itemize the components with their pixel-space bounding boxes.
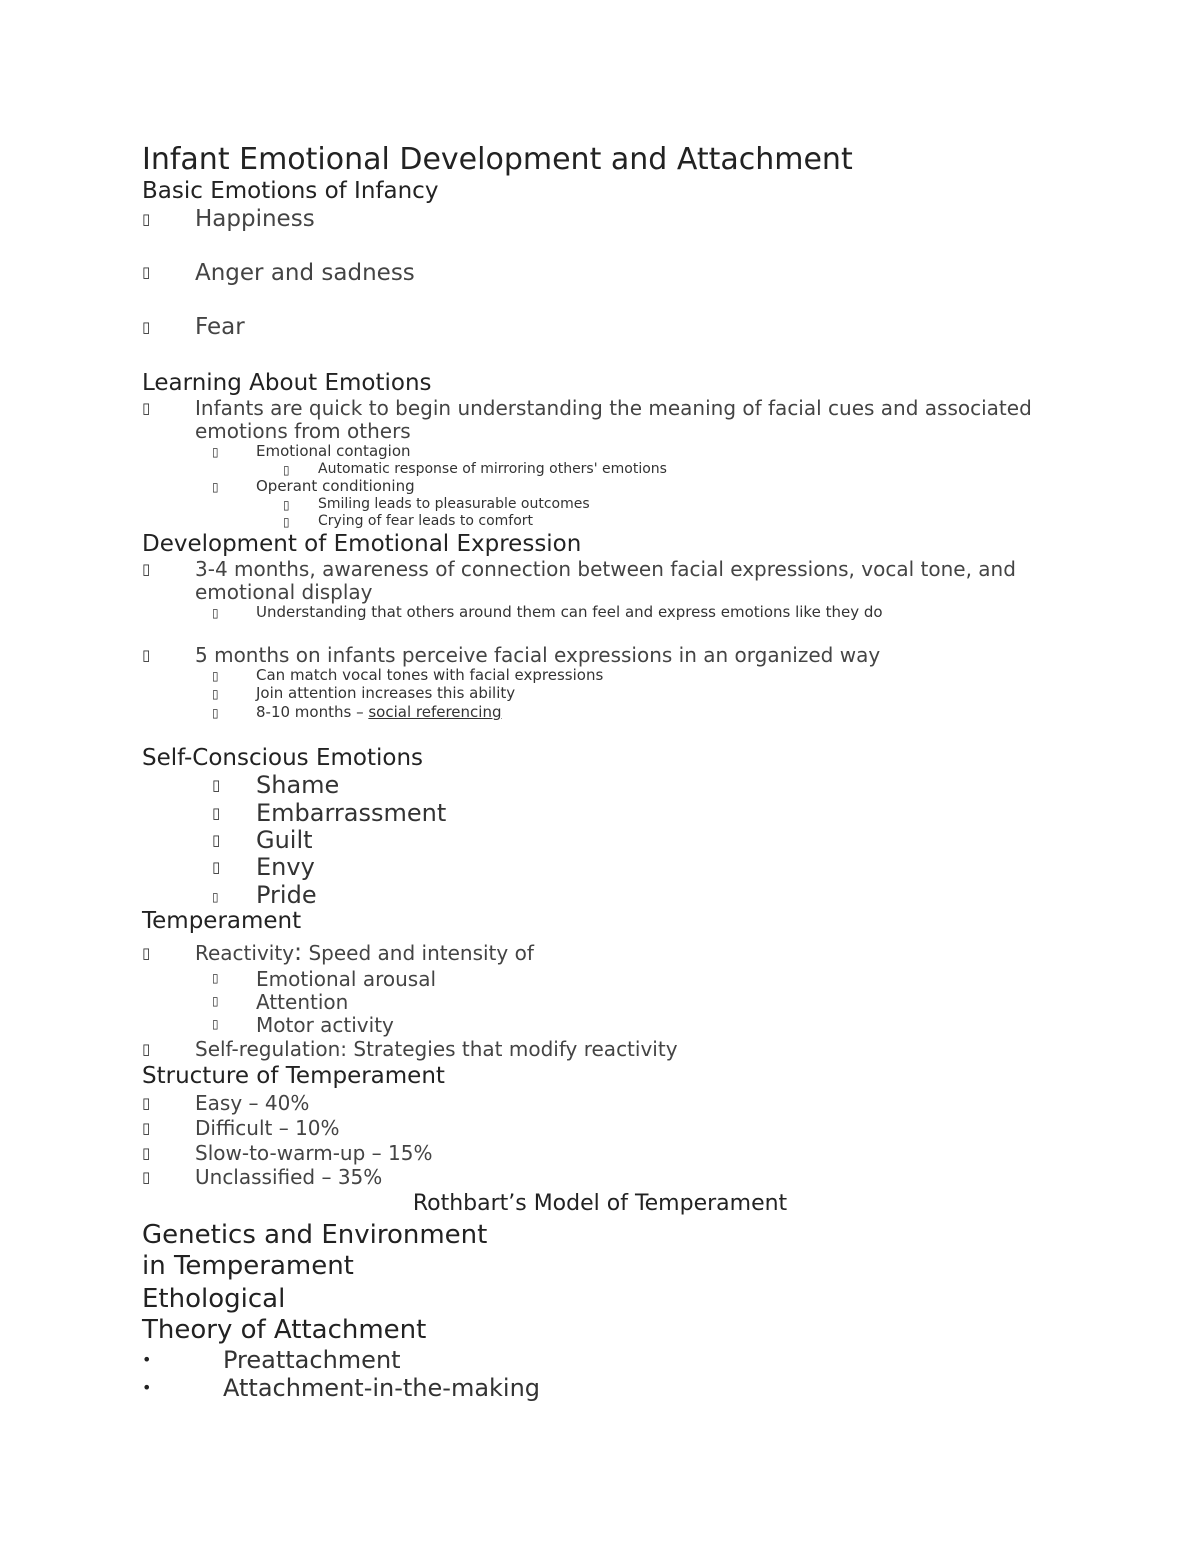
bullet-icon: ▯: [142, 263, 151, 281]
bullet-icon: ▯: [283, 515, 290, 529]
bullet-dot-icon: •: [142, 1350, 152, 1369]
temperament-item: Self-regulation: Strategies that modify reactivity: [195, 1037, 678, 1061]
temperament-sub-item: Emotional arousal: [256, 967, 437, 991]
structure-heading: Structure of Temperament: [142, 1063, 445, 1089]
bullet-icon: ▯: [212, 776, 221, 794]
bullet-dot-icon: •: [142, 1378, 152, 1397]
temperament-heading: Temperament: [142, 908, 302, 934]
temperament-item: [195, 938, 534, 966]
learning-sub-sub-item: Crying of fear leads to comfort: [318, 513, 534, 529]
bullet-icon: ▯: [283, 463, 290, 477]
rothbart-model-heading: Rothbart’s Model of Temperament: [412, 1191, 788, 1216]
learning-sub-sub-item: Smiling leads to pleasurable outcomes: [318, 496, 590, 512]
bullet-icon: ▯: [142, 318, 151, 336]
self-conscious-item: Envy: [256, 853, 315, 881]
learning-item-line: emotions from others: [195, 419, 411, 443]
expression-sub-item: Join attention increases this ability: [256, 684, 516, 702]
bullet-icon: ▯: [142, 1168, 151, 1186]
reactivity-rest: Speed and intensity of: [302, 941, 534, 965]
bullet-icon: ▯: [212, 804, 221, 822]
learning-sub-item: Emotional contagion: [256, 442, 411, 460]
document-title: Infant Emotional Development and Attachment: [142, 142, 853, 177]
learning-sub-sub-item: Automatic response of mirroring others' emotions: [318, 461, 667, 477]
reactivity-colon: :: [294, 938, 303, 966]
self-conscious-item: Embarrassment: [256, 799, 447, 827]
bullet-icon: ▯: [212, 480, 219, 494]
bullet-icon: ▯: [212, 606, 219, 620]
bullet-icon: ▯: [142, 1144, 151, 1162]
expression-item-line: emotional display: [195, 580, 373, 604]
bullet-icon: ▯: [142, 560, 151, 578]
attachment-phase-item: Attachment-in-the-making: [223, 1374, 541, 1402]
bullet-icon: ▯: [142, 1040, 151, 1058]
ethological-heading-line: Theory of Attachment: [142, 1315, 427, 1345]
bullet-icon: ▯: [142, 646, 151, 664]
structure-item: Difficult – 10%: [195, 1116, 340, 1140]
expression-item-line: 3-4 months, awareness of connection between facial expressions, vocal tone, and: [195, 557, 1016, 581]
basic-emotion-item: Happiness: [195, 206, 315, 232]
bullet-icon: ▯: [212, 994, 219, 1008]
social-referencing-link: social referencing: [368, 703, 502, 721]
bullet-icon: ▯: [212, 687, 219, 701]
structure-item: Unclassified – 35%: [195, 1165, 383, 1189]
attachment-phase-item: Preattachment: [223, 1346, 401, 1374]
bullet-icon: ▯: [212, 890, 219, 904]
expression-item: 5 months on infants perceive facial expressions in an organized way: [195, 643, 881, 667]
bullet-icon: ▯: [212, 706, 219, 720]
learning-sub-item: Operant conditioning: [256, 477, 415, 495]
structure-item: Easy – 40%: [195, 1091, 310, 1115]
bullet-icon: ▯: [212, 669, 219, 683]
bullet-icon: ▯: [142, 944, 151, 962]
self-conscious-heading: Self-Conscious Emotions: [142, 745, 423, 771]
genetics-heading-line: Genetics and Environment: [142, 1220, 488, 1250]
bullet-icon: ▯: [142, 399, 151, 417]
bullet-icon: ▯: [212, 1017, 219, 1031]
bullet-icon: ▯: [142, 1094, 151, 1112]
expression-sub-item: Can match vocal tones with facial expressions: [256, 666, 604, 684]
bullet-icon: ▯: [142, 210, 151, 228]
self-conscious-item: Shame: [256, 771, 340, 799]
bullet-icon: ▯: [283, 498, 290, 512]
self-conscious-item: Guilt: [256, 826, 313, 854]
expression-sub-item: Understanding that others around them can feel and express emotions like they do: [256, 603, 883, 621]
genetics-heading-line: in Temperament: [142, 1251, 354, 1281]
temperament-sub-item: Motor activity: [256, 1013, 394, 1037]
bullet-icon: ▯: [212, 831, 221, 849]
basic-emotions-heading: Basic Emotions of Infancy: [142, 178, 439, 204]
ethological-heading-line: Ethological: [142, 1284, 286, 1314]
bullet-icon: ▯: [212, 445, 219, 459]
basic-emotion-item: Anger and sadness: [195, 260, 415, 286]
reactivity-label: Reactivity: [195, 941, 295, 965]
learning-item-line: Infants are quick to begin understanding the meaning of facial cues and associated: [195, 396, 1032, 420]
expression-sub-item-prefix: 8-10 months –: [256, 703, 369, 721]
bullet-icon: ▯: [142, 1119, 151, 1137]
learning-emotions-heading: Learning About Emotions: [142, 370, 432, 396]
bullet-icon: ▯: [212, 971, 219, 985]
expression-sub-item: [256, 705, 501, 720]
basic-emotion-item: Fear: [195, 314, 245, 340]
emotional-expression-heading: Development of Emotional Expression: [142, 531, 582, 557]
self-conscious-item: Pride: [256, 881, 317, 909]
temperament-sub-item: Attention: [256, 990, 349, 1014]
bullet-icon: ▯: [212, 858, 221, 876]
structure-item: Slow-to-warm-up – 15%: [195, 1141, 433, 1165]
